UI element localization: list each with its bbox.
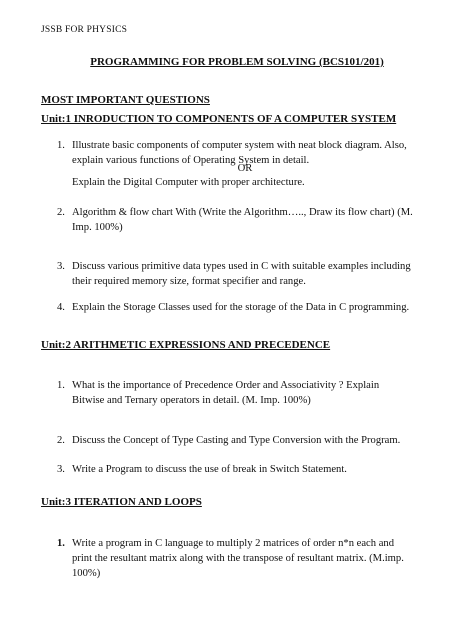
question-line: Algorithm & flow chart With (Write the Algorithm….., Draw its flow chart) (M. bbox=[72, 207, 413, 218]
most-important-heading: MOST IMPORTANT QUESTIONS bbox=[41, 94, 210, 106]
question-line: their required memory size, format specifier and range. bbox=[72, 276, 306, 287]
question-line: Write a program in C language to multiply 2 matrices of order n*n each and bbox=[72, 538, 394, 549]
or-separator: OR bbox=[237, 163, 253, 174]
question-number: 1. bbox=[57, 538, 65, 549]
question-line: Illustrate basic components of computer system with neat block diagram. Also, bbox=[72, 140, 407, 151]
question-number: 4. bbox=[57, 302, 65, 313]
page-header: JSSB FOR PHYSICS bbox=[41, 25, 128, 35]
question-line: print the resultant matrix along with the transpose of resultant matrix. (M.imp. bbox=[72, 553, 404, 564]
question-line: What is the importance of Precedence Order and Associativity ? Explain bbox=[72, 380, 380, 391]
unit1-heading: Unit:1 INRODUCTION TO COMPONENTS OF A COMPUTER SYSTEM bbox=[41, 113, 397, 125]
question-number: 2. bbox=[57, 435, 65, 446]
question-number: 3. bbox=[57, 464, 65, 475]
question-line: 100%) bbox=[72, 568, 101, 579]
question-number: 3. bbox=[57, 261, 65, 272]
question-number: 2. bbox=[57, 207, 65, 218]
question-line: explain various functions of Operating System in detail. bbox=[72, 155, 310, 166]
question-line: Discuss various primitive data types used in C with suitable examples including bbox=[72, 261, 411, 272]
question-line: Write a Program to discuss the use of break in Switch Statement. bbox=[72, 464, 347, 475]
document-title: PROGRAMMING FOR PROBLEM SOLVING (BCS101/201) bbox=[90, 56, 384, 68]
question-line: Imp. 100%) bbox=[72, 222, 123, 233]
question-number: 1. bbox=[57, 380, 65, 391]
question-line: Bitwise and Ternary operators in detail. (M. Imp. 100%) bbox=[72, 395, 311, 406]
unit2-heading: Unit:2 ARITHMETIC EXPRESSIONS AND PRECEDENCE bbox=[41, 339, 331, 351]
question-number: 1. bbox=[57, 140, 65, 151]
unit3-heading: Unit:3 ITERATION AND LOOPS bbox=[41, 496, 202, 508]
question-line: Discuss the Concept of Type Casting and Type Conversion with the Program. bbox=[72, 435, 401, 446]
question-line: Explain the Storage Classes used for the storage of the Data in C programming. bbox=[72, 302, 410, 313]
unit1-alternate-question: Explain the Digital Computer with proper architecture. bbox=[72, 177, 305, 188]
